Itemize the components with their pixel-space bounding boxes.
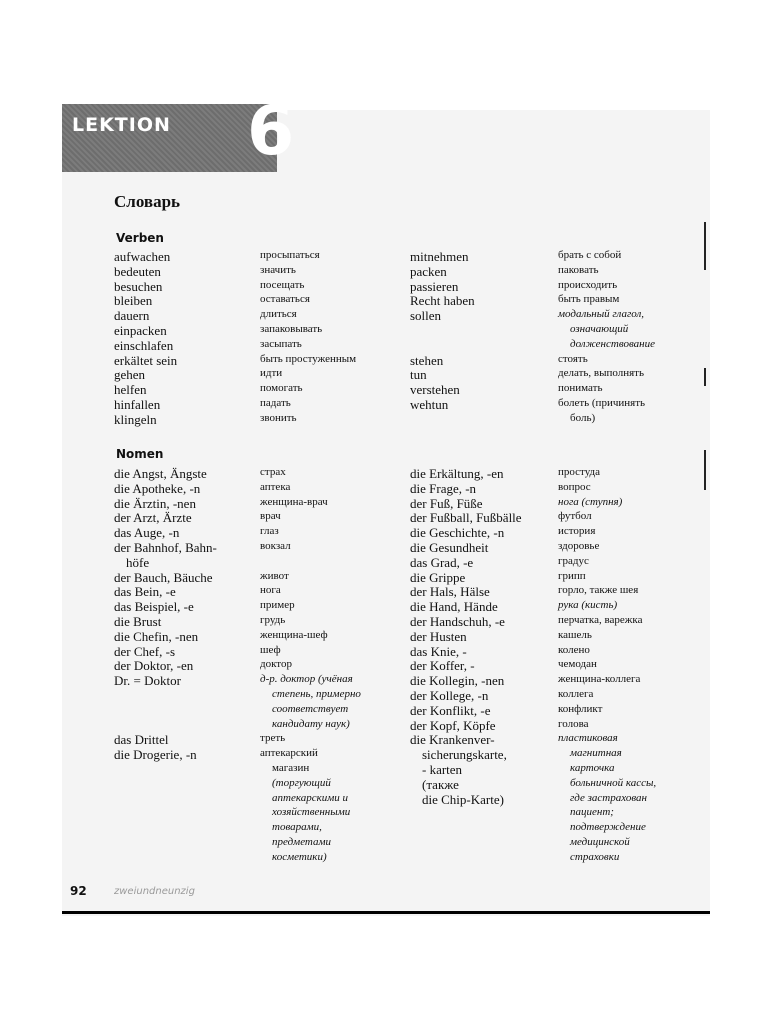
- german-term: einschlafen: [114, 337, 174, 353]
- russian-translation: кандидату наук): [272, 717, 350, 730]
- russian-translation: товарами,: [272, 821, 322, 834]
- russian-translation: паковать: [558, 263, 599, 276]
- german-term: der Konflikt, -e: [410, 702, 491, 718]
- german-term: die Erkältung, -en: [410, 466, 504, 481]
- russian-translation: шеф: [260, 643, 281, 656]
- russian-translation: глаз: [260, 525, 279, 538]
- german-term: die Chefin, -nen: [114, 628, 199, 644]
- russian-translation: карточка: [570, 762, 615, 774]
- russian-translation: перчатка, варежка: [558, 614, 643, 626]
- russian-translation: вокзал: [260, 540, 291, 552]
- page-title: Словарь: [114, 192, 181, 211]
- russian-translation: болеть (причинять: [558, 397, 646, 409]
- russian-translation: голова: [558, 717, 589, 730]
- german-term: die Gesundheit: [410, 540, 489, 555]
- russian-translation: здоровье: [558, 540, 600, 552]
- german-term: die Hand, Hände: [410, 599, 498, 615]
- russian-translation: нога: [260, 584, 281, 597]
- german-term: einpacken: [114, 323, 167, 338]
- german-term: der Kopf, Köpfe: [410, 717, 496, 733]
- german-term: bleiben: [114, 293, 153, 309]
- page-number: 92: [70, 884, 87, 898]
- russian-translation: падать: [260, 397, 291, 409]
- russian-translation: колено: [558, 643, 590, 656]
- russian-translation: аптекарский: [260, 747, 318, 760]
- german-term: der Bahnhof, Bahn-: [114, 540, 217, 555]
- german-term: klingeln: [114, 411, 157, 427]
- page-number-word: zweiundneunzig: [114, 886, 195, 897]
- german-term: helfen: [114, 382, 147, 398]
- russian-translation: делать, выполнять: [558, 367, 644, 380]
- russian-translation: хозяйственными: [272, 806, 351, 819]
- german-term: der Fußball, Fußbälle: [410, 510, 522, 526]
- russian-translation: (торгующий: [272, 776, 331, 789]
- russian-translation: футбол: [558, 510, 592, 523]
- section-label-verben: Verben: [116, 231, 164, 245]
- russian-translation: быть простуженным: [260, 352, 357, 365]
- german-term: die Ärztin, -nen: [114, 495, 196, 511]
- edge-mark: [704, 450, 706, 490]
- russian-translation: женщина-врач: [260, 495, 328, 508]
- russian-translation: посещать: [260, 278, 305, 291]
- german-term: der Husten: [410, 628, 467, 644]
- russian-translation: запаковывать: [260, 323, 323, 335]
- german-term: das Bein, -e: [114, 584, 176, 600]
- russian-translation: магазин: [272, 762, 310, 774]
- german-term: der Bauch, Bäuche: [114, 569, 213, 585]
- russian-translation: происходить: [558, 278, 618, 291]
- russian-translation: женщина-коллега: [558, 673, 641, 686]
- german-term: verstehen: [410, 382, 460, 398]
- russian-translation: предметами: [272, 836, 332, 848]
- russian-translation: боль): [570, 411, 596, 424]
- german-term: dauern: [114, 308, 150, 324]
- german-term: das Grad, -e: [410, 554, 474, 570]
- german-term: der Handschuh, -e: [410, 614, 505, 629]
- german-term: Recht haben: [410, 293, 475, 309]
- german-term: der Arzt, Ärzte: [114, 510, 192, 526]
- german-term: die Drogerie, -n: [114, 747, 197, 763]
- german-term: die Grippe: [410, 569, 466, 585]
- german-term: der Fuß, Füße: [410, 495, 483, 511]
- russian-translation: пациент;: [570, 806, 614, 819]
- german-term: - karten: [422, 762, 463, 777]
- german-term: die Frage, -n: [410, 480, 477, 496]
- russian-translation: доктор: [260, 658, 292, 671]
- russian-translation: пластиковая: [558, 732, 618, 745]
- russian-translation: врач: [260, 510, 281, 523]
- german-term: das Beispiel, -e: [114, 599, 194, 615]
- russian-translation: градус: [558, 554, 589, 567]
- russian-translation: соответствует: [272, 702, 349, 715]
- lesson-number: 6: [247, 92, 295, 171]
- russian-translation: понимать: [558, 382, 603, 395]
- german-term: der Koffer, -: [410, 658, 475, 674]
- russian-translation: горло, также шея: [558, 584, 639, 597]
- russian-translation: грудь: [260, 614, 286, 626]
- german-term: der Doktor, -en: [114, 658, 194, 674]
- russian-translation: д-р. доктор (учёная: [260, 673, 353, 686]
- russian-translation: грипп: [558, 569, 586, 582]
- russian-translation: кашель: [558, 628, 592, 641]
- german-term: stehen: [410, 352, 444, 368]
- german-term: die Chip-Karte): [422, 791, 504, 807]
- russian-translation: засыпать: [260, 337, 302, 350]
- russian-translation: помогать: [260, 382, 303, 395]
- german-term: die Apotheke, -n: [114, 480, 201, 496]
- german-term: das Drittel: [114, 732, 169, 748]
- german-term: das Knie, -: [410, 643, 467, 659]
- german-term: besuchen: [114, 278, 163, 294]
- lesson-word: LEKTION: [72, 114, 171, 136]
- german-term: der Hals, Hälse: [410, 584, 490, 600]
- russian-translation: долженствование: [570, 337, 656, 350]
- russian-translation: простуда: [558, 466, 600, 478]
- russian-translation: модальный глагол,: [558, 308, 645, 321]
- footer-rule: [62, 911, 710, 914]
- russian-translation: подтверждение: [570, 821, 646, 834]
- german-term: (также: [422, 776, 459, 792]
- russian-translation: живот: [260, 569, 289, 582]
- german-term: sollen: [410, 308, 442, 324]
- edge-mark: [704, 368, 706, 386]
- german-term: aufwachen: [114, 249, 171, 264]
- german-term: hinfallen: [114, 397, 161, 412]
- russian-translation: длиться: [260, 308, 297, 321]
- russian-translation: стоять: [558, 352, 588, 365]
- russian-translation: чемодан: [558, 658, 597, 671]
- german-term: wehtun: [410, 397, 449, 412]
- russian-translation: страховки: [570, 850, 620, 863]
- german-term: die Geschichte, -n: [410, 525, 505, 541]
- lesson-banner: [62, 92, 295, 172]
- german-term: die Angst, Ängste: [114, 466, 207, 481]
- section-label-nomen: Nomen: [116, 447, 164, 461]
- russian-translation: рука (кисть): [558, 599, 618, 612]
- russian-translation: вопрос: [558, 480, 591, 493]
- german-term: sicherungskarte,: [422, 747, 507, 763]
- german-term: packen: [410, 263, 447, 279]
- russian-translation: означающий: [570, 323, 629, 335]
- german-term: mitnehmen: [410, 249, 469, 264]
- russian-translation: быть правым: [558, 293, 620, 306]
- german-term: der Chef, -s: [114, 643, 176, 659]
- russian-translation: пример: [260, 599, 295, 612]
- russian-translation: больничной кассы,: [570, 776, 657, 789]
- german-term: die Brust: [114, 614, 162, 629]
- german-term: gehen: [114, 367, 146, 383]
- german-term: tun: [410, 367, 427, 383]
- russian-translation: звонить: [260, 411, 297, 424]
- german-term: der Kollege, -n: [410, 688, 489, 703]
- russian-translation: просыпаться: [260, 249, 320, 261]
- russian-translation: идти: [260, 367, 283, 380]
- russian-translation: аптека: [260, 480, 291, 493]
- german-term: höfe: [126, 554, 150, 570]
- russian-translation: история: [558, 525, 596, 538]
- russian-translation: магнитная: [570, 747, 622, 760]
- russian-translation: медицинской: [570, 836, 630, 848]
- russian-translation: страх: [260, 466, 286, 478]
- russian-translation: женщина-шеф: [260, 628, 328, 641]
- german-term: erkältet sein: [114, 352, 178, 368]
- german-term: das Auge, -n: [114, 525, 180, 541]
- edge-mark: [704, 222, 706, 270]
- russian-translation: значить: [260, 263, 296, 276]
- russian-translation: оставаться: [260, 293, 310, 306]
- german-term: bedeuten: [114, 263, 161, 279]
- russian-translation: где застрахован: [570, 791, 648, 804]
- russian-translation: треть: [260, 732, 286, 745]
- german-term: die Kollegin, -nen: [410, 673, 505, 689]
- russian-translation: конфликт: [558, 702, 603, 715]
- russian-translation: коллега: [558, 688, 594, 700]
- german-term: Dr. = Doktor: [114, 673, 181, 689]
- russian-translation: степень, примерно: [272, 688, 361, 700]
- russian-translation: брать с собой: [558, 249, 622, 261]
- german-term: die Krankenver-: [410, 732, 495, 748]
- russian-translation: нога (ступня): [558, 495, 623, 508]
- russian-translation: аптекарскими и: [272, 791, 348, 804]
- russian-translation: косметики): [272, 850, 327, 863]
- german-term: passieren: [410, 278, 459, 294]
